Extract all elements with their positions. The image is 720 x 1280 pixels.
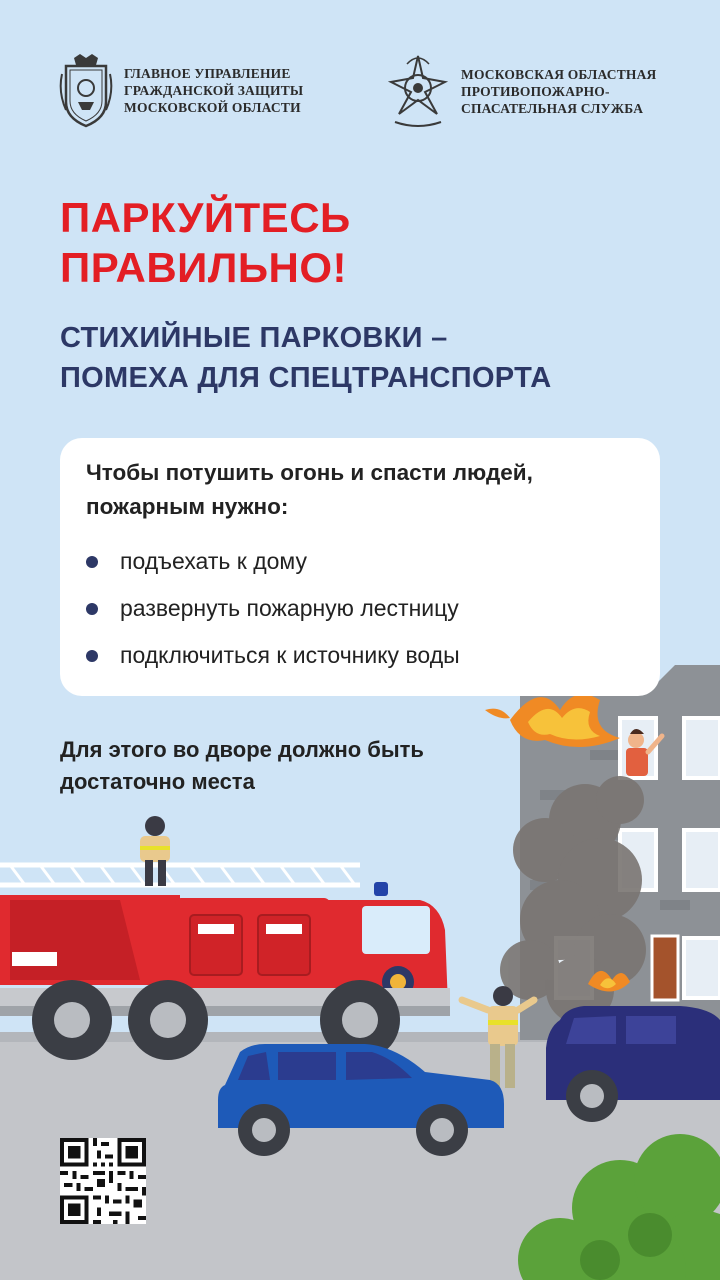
right-org-logo-block bbox=[385, 52, 657, 130]
bullet-dot-icon bbox=[86, 650, 98, 662]
list-item bbox=[86, 538, 460, 585]
subheadline-line-1: СТИХИЙНЫЕ ПАРКОВКИ – bbox=[60, 322, 448, 354]
right-org-line-2: ПРОТИВОПОЖАРНО- bbox=[461, 83, 610, 99]
bullet-dot-icon bbox=[86, 603, 98, 615]
right-org-line-1: МОСКОВСКАЯ ОБЛАСТНАЯ bbox=[461, 66, 657, 82]
card-intro bbox=[86, 456, 533, 524]
list-item-text: развернуть пожарную лестницу bbox=[120, 595, 459, 621]
coat-of-arms-icon bbox=[58, 52, 114, 128]
subheadline bbox=[60, 318, 552, 398]
left-org-logo-block bbox=[58, 52, 303, 128]
fire-ladder bbox=[0, 865, 360, 885]
requirements-list bbox=[86, 538, 460, 679]
space-note-line-1: Для этого во дворе должно быть bbox=[60, 737, 424, 762]
fire-service-emblem-icon bbox=[385, 52, 451, 130]
qr-code-icon[interactable] bbox=[60, 1138, 146, 1224]
left-org-name bbox=[124, 65, 303, 116]
space-note-line-2: достаточно места bbox=[60, 769, 255, 794]
right-org-name bbox=[461, 66, 657, 117]
left-org-line-3: МОСКОВСКОЙ ОБЛАСТИ bbox=[124, 99, 301, 115]
subheadline-line-2: ПОМЕХА ДЛЯ СПЕЦТРАНСПОРТА bbox=[60, 362, 552, 394]
right-org-line-3: СПАСАТЕЛЬНАЯ СЛУЖБА bbox=[461, 100, 644, 116]
list-item-text: подключиться к источнику воды bbox=[120, 642, 460, 668]
info-card bbox=[60, 438, 660, 696]
list-item bbox=[86, 585, 460, 632]
bullet-dot-icon bbox=[86, 556, 98, 568]
card-intro-line-1: Чтобы потушить огонь и спасти людей, bbox=[86, 460, 533, 485]
headline-line-1: ПАРКУЙТЕСЬ bbox=[60, 194, 351, 241]
list-item bbox=[86, 632, 460, 679]
headline-line-2: ПРАВИЛЬНО! bbox=[60, 244, 348, 291]
firefighter-icon bbox=[140, 816, 170, 886]
card-intro-line-2: пожарным нужно: bbox=[86, 494, 289, 519]
left-org-line-1: ГЛАВНОЕ УПРАВЛЕНИЕ bbox=[124, 65, 291, 81]
list-item-text: подъехать к дому bbox=[120, 548, 307, 574]
headline bbox=[60, 193, 351, 293]
left-org-line-2: ГРАЖДАНСКОЙ ЗАЩИТЫ bbox=[124, 82, 304, 98]
space-note bbox=[60, 734, 424, 798]
